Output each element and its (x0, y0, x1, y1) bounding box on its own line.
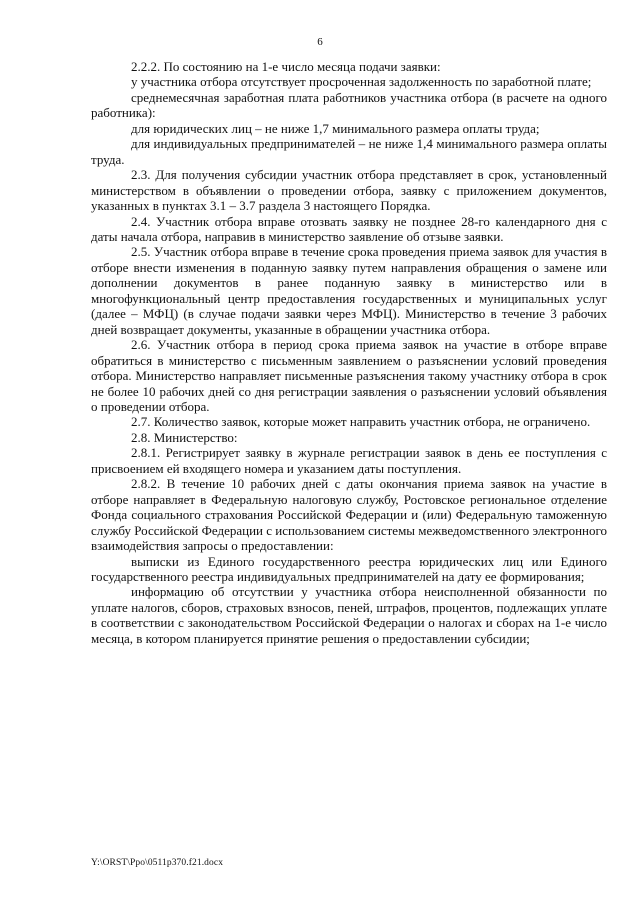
document-body (91, 59, 607, 646)
paragraph-2-2-2: 2.2.2. По состоянию на 1-е число месяца подачи заявки: (131, 59, 441, 74)
paragraph-tax-obligations: информацию об отсутствии у участника отбора неисполненной обязанности по уплате налогов, сборов, страховых взносов, пеней, штрафов, процентов, подлежащих уплате в соответствии с законодательством Российской Федерации о налогах и сборах на 1-е число месяца, в котором планируется принятие решения о предоставлении субсидии; (91, 584, 607, 646)
paragraph-average-wage: среднемесячная заработная плата работников участника отбора (в расчете на одного работника): (91, 89, 607, 121)
paragraph-2-3: 2.3. Для получения субсидии участник отбора представляет в срок, установленный министерством в объявлении о проведении отбора, заявку с приложением документов, указанных в пунктах 3.1 – 3.7 раздела 3 настоящего Порядка. (91, 167, 607, 214)
paragraph-2-8-2: 2.8.2. В течение 10 рабочих дней с даты окончания приема заявок на участие в отборе направляет в Федеральную налоговую службу, Ростовское региональное отделение Фонда социального страхования Российской Федерации и (или) Федеральную таможенную службу Российской Федерации с использованием системы межведомственного электронного взаимодействия запросы о предоставлении: (91, 476, 607, 554)
paragraph-legal-entities: для юридических лиц – не ниже 1,7 минимального размера оплаты труда; (131, 120, 540, 136)
paragraph-2-4: 2.4. Участник отбора вправе отозвать заявку не позднее 28-го календарного дня с даты начала отбора, направив в министерство заявление об отзыве заявки. (91, 213, 607, 244)
paragraph-2-8-1: 2.8.1. Регистрирует заявку в журнале регистрации заявок в день ее поступления с присвоением ей входящего номера и указанием даты поступления. (91, 445, 607, 476)
paragraph-2-5: 2.5. Участник отбора вправе в течение срока проведения приема заявок для участия в отборе внести изменения в поданную заявку путем направления обращения о замене или дополнении документов в ранее поданную заявку в министерство или в многофункциональный центр предоставления государственных и муниципальных услуг (далее – МФЦ) (в случае подачи заявки через МФЦ). Министерство в течение 3 рабочих дней возвращает документы, указанные в обращении участника отбора. (91, 244, 607, 337)
paragraph-2-8: 2.8. Министерство: (131, 429, 238, 445)
paragraph-2-7: 2.7. Количество заявок, которые может направить участник отбора, не ограничено. (131, 414, 591, 430)
paragraph-2-6: 2.6. Участник отбора в период срока приема заявок на участие в отборе вправе обратиться в министерство с письменным заявлением о разъяснении условий проведения отбора. Министерство направляет письменные разъяснения такому участнику отбора в срок не более 10 рабочих дней со дня регистрации заявления о разъяснении условий объявления о проведении отбора. (91, 337, 607, 414)
paragraph-registry-extracts: выписки из Единого государственного реестра юридических лиц или Единого государственного реестра индивидуальных предпринимателей на дату ее формирования; (91, 553, 607, 584)
footer-file-path: Y:\ORST\Ppo\0511p370.f21.docx (91, 858, 224, 868)
page-number: 6 (317, 36, 323, 48)
paragraph-individual-entrepreneurs: для индивидуальных предпринимателей – не ниже 1,4 минимального размера оплаты труда. (91, 136, 607, 167)
paragraph-no-wage-debt: у участника отбора отсутствует просроченная задолженность по заработной плате; (131, 74, 592, 90)
